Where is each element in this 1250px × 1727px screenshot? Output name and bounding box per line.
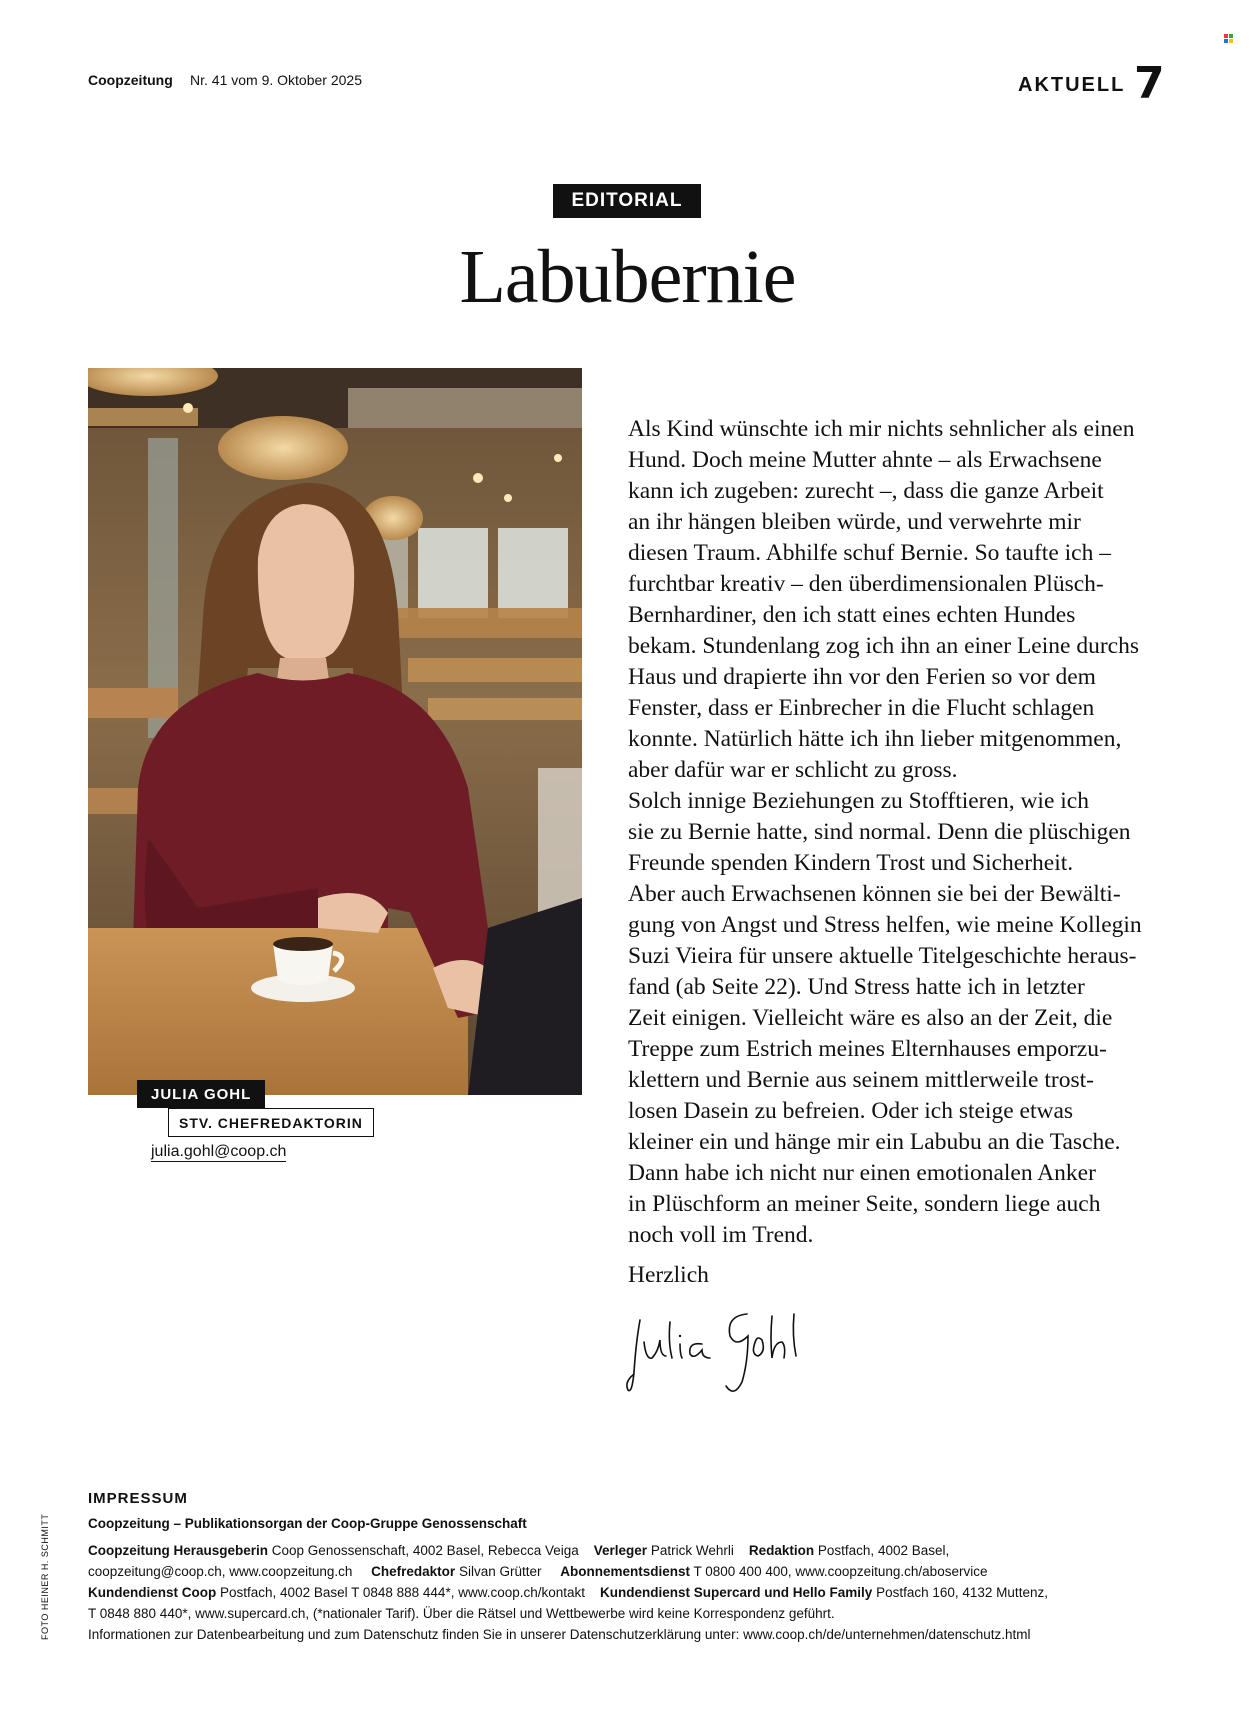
greeting: Herzlich [628,1262,709,1288]
body-line: Aber auch Erwachsenen können sie bei der Bewälti- [628,881,1121,907]
body-line: Zeit einigen. Vielleicht wäre es also an der Zeit, die [628,1005,1113,1031]
body-line: kleiner ein und hänge mir ein Labubu an die Tasche. [628,1129,1121,1155]
body-line: furchtbar kreativ – den überdimensionalen Plüsch- [628,571,1104,597]
impressum-line: Coopzeitung Herausgeberin Coop Genossenschaft, 4002 Basel, Rebecca Veiga Verleger Patrick Wehrli Redaktion Postfach, 4002 Basel, [88,1543,950,1558]
body-line: Treppe zum Estrich meines Elternhauses emporzu- [628,1036,1107,1062]
author-name-badge: JULIA GOHL [137,1080,265,1108]
body-line: kann ich zugeben: zurecht –, dass die ganze Arbeit [628,478,1104,504]
body-line: Haus und drapierte ihn vor den Ferien so vor dem [628,664,1096,690]
body-line: noch voll im Trend. [628,1222,814,1248]
article-headline: Labubernie [459,235,796,319]
body-line: sie zu Bernie hatte, sind normal. Denn die plüschigen [628,819,1131,845]
issue-info: Nr. 41 vom 9. Oktober 2025 [190,72,362,88]
photo-credit-text: FOTO HEINER H. SCHMITT [40,1513,50,1640]
body-line: Als Kind wünschte ich mir nichts sehnlicher als einen [628,416,1135,442]
author-email-link[interactable]: julia.gohl@coop.ch [151,1143,286,1162]
body-line: Bernhardiner, den ich statt eines echten Hundes [628,602,1076,628]
impressum-line: coopzeitung@coop.ch, www.coopzeitung.ch Chefredaktor Silvan Grütter Abonnementsdienst T 0800 400 400, www.coopzeitung.ch/aboservice [88,1564,988,1579]
body-line: klettern und Bernie aus seinem mittlerweile trost- [628,1067,1094,1093]
body-line: Freunde spenden Kindern Trost und Sicherheit. [628,850,1074,876]
impressum-line: Kundendienst Coop Postfach, 4002 Basel T 0848 888 444*, www.coop.ch/kontakt Kundendienst Supercard und Hello Family Postfach 160, 4132 Muttenz, [88,1585,1048,1600]
section-label: AKTUELL [1018,74,1126,96]
handwritten-signature [622,1302,822,1402]
impressum-subtitle: Coopzeitung – Publikationsorgan der Coop-Gruppe Genossenschaft [88,1516,527,1531]
body-line: an ihr hängen bleiben würde, und verwehrte mir [628,509,1081,535]
body-line: losen Dasein zu befreien. Oder ich steige etwas [628,1098,1074,1124]
body-line: Dann habe ich nicht nur einen emotionalen Anker [628,1160,1096,1186]
body-line: diesen Traum. Abhilfe schuf Bernie. So taufte ich – [628,540,1111,566]
body-line: konnte. Natürlich hätte ich ihn lieber mitgenommen, [628,726,1122,752]
body-line: bekam. Stundenlang zog ich ihn an einer Leine durchs [628,633,1139,659]
author-portrait-photo [88,368,582,1095]
body-line: Hund. Doch meine Mutter ahnte – als Erwachsene [628,447,1102,473]
color-marks-icon [1224,34,1233,43]
body-line: in Plüschform an meiner Seite, sondern liege auch [628,1191,1101,1217]
photo-credit [32,1513,54,1640]
impressum-line: T 0848 880 440*, www.supercard.ch, (*nationaler Tarif). Über die Rätsel und Wettbewerbe wird keine Korrespondenz geführt. [88,1606,835,1621]
author-role-badge: STV. CHEFREDAKTORIN [168,1108,374,1137]
body-line: gung von Angst und Stress helfen, wie meine Kollegin [628,912,1142,938]
impressum-title: IMPRESSUM [88,1490,188,1507]
body-line: fand (ab Seite 22). Und Stress hatte ich in letzter [628,974,1085,1000]
editorial-kicker: EDITORIAL [553,184,701,218]
body-line: aber dafür war er schlicht zu gross. [628,757,958,783]
body-line: Fenster, dass er Einbrecher in die Flucht schlagen [628,695,1095,721]
page-number: 7 [1134,58,1165,109]
article-body [628,414,1188,1251]
publication-name: Coopzeitung [88,72,173,88]
body-line: Solch innige Beziehungen zu Stofftieren, wie ich [628,788,1089,814]
body-line: Suzi Vieira für unsere aktuelle Titelgeschichte heraus- [628,943,1137,969]
impressum-line: Informationen zur Datenbearbeitung und zum Datenschutz finden Sie in unserer Datenschutzerklärung unter: www.coop.ch/de/unternehmen/datenschutz.html [88,1627,1031,1642]
impressum-body [88,1540,1208,1645]
